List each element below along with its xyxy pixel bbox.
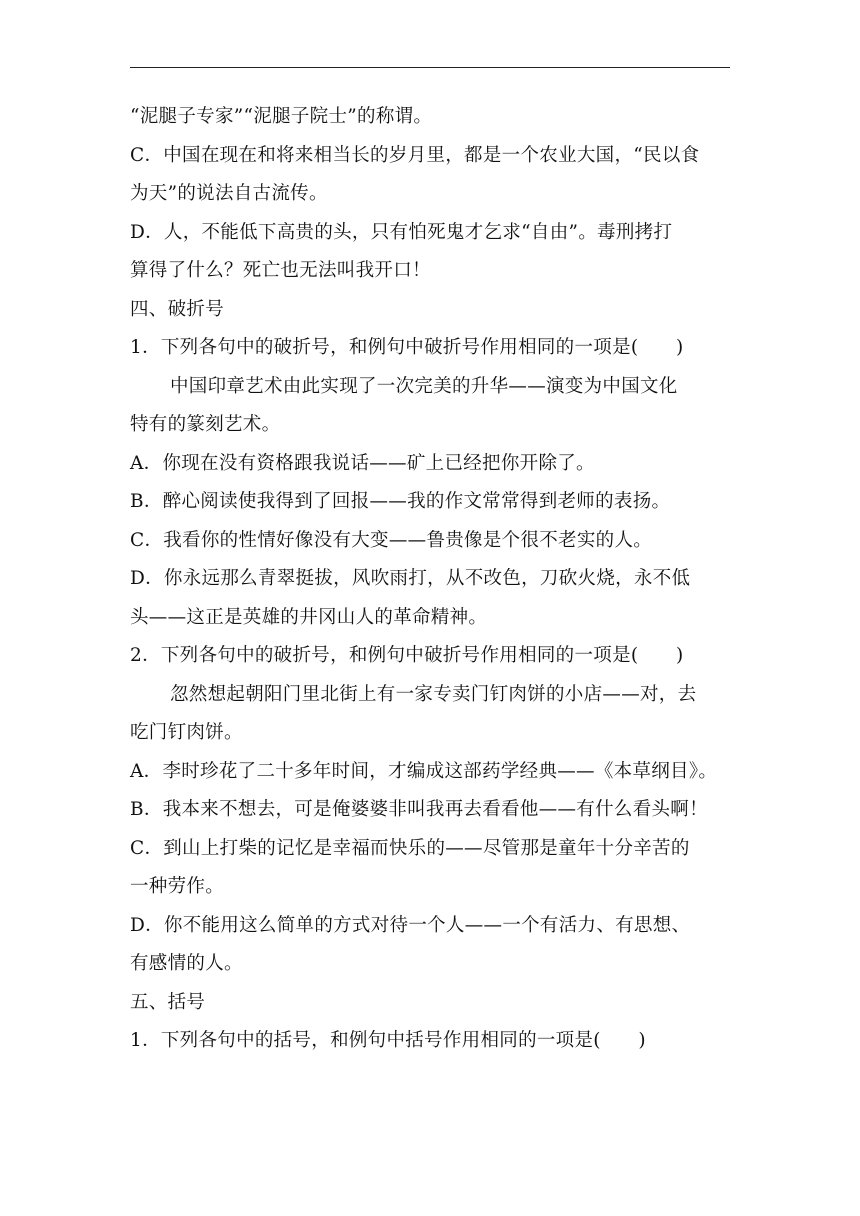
text-line: “泥腿子专家”“泥腿子院士”的称谓。 — [130, 106, 433, 127]
text-line: 有感情的人。 — [130, 953, 243, 974]
text-line: 吃门钉肉饼。 — [130, 722, 243, 743]
text-line: 为天”的说法自古流传。 — [130, 183, 328, 204]
header-rule — [130, 67, 730, 68]
text-line: 特有的篆刻艺术。 — [130, 414, 281, 435]
section-heading-dash: 四、破折号 — [130, 298, 225, 320]
question-1-stem: 1．下列各句中的括号，和例句中括号作用相同的一项是( ) — [130, 1030, 646, 1051]
text-line: 头——这正是英雄的井冈山人的革命精神。 — [130, 606, 488, 628]
option-a-line: A．李时珍花了二十多年时间，才编成这部药学经典——《本草纲目》。 — [130, 760, 718, 782]
option-d-line: D．你永远那么青翠挺拔，风吹雨打，从不改色，刀砍火烧，永不低 — [130, 568, 691, 589]
section-heading-parentheses: 五、括号 — [130, 991, 206, 1013]
option-c-line: C．到山上打柴的记忆是幸福而快乐的——尽管那是童年十分辛苦的 — [130, 837, 690, 859]
document-body — [130, 98, 730, 1061]
example-sentence: 忽然想起朝阳门里北街上有一家专卖门钉肉饼的小店——对，去 — [170, 683, 697, 705]
option-a-line: A．你现在没有资格跟我说话——矿上已经把你开除了。 — [130, 452, 595, 474]
example-sentence: 中国印章艺术由此实现了一次完美的升华——演变为中国文化 — [170, 375, 678, 397]
question-2-stem: 2．下列各句中的破折号，和例句中破折号作用相同的一项是( ) — [130, 645, 684, 666]
option-d-line: D．你不能用这么简单的方式对待一个人——一个有活力、有思想、 — [130, 914, 691, 936]
question-1-stem: 1．下列各句中的破折号，和例句中破折号作用相同的一项是( ) — [130, 337, 684, 358]
option-c-line: C．中国在现在和将来相当长的岁月里，都是一个农业大国，“民以食 — [130, 144, 700, 166]
option-b-line: B．我本来不想去，可是俺婆婆非叫我再去看看他——有什么看头啊！ — [130, 799, 708, 820]
text-line: 一种劳作。 — [130, 876, 225, 897]
option-b-line: B．醉心阅读使我得到了回报——我的作文常常得到老师的表扬。 — [130, 491, 671, 512]
option-d-line: D．人，不能低下高贵的头，只有怕死鬼才乞求“自由”。毒刑拷打 — [130, 221, 673, 243]
text-line: 算得了什么？死亡也无法叫我开口！ — [130, 260, 431, 281]
option-c-line: C．我看你的性情好像没有大变——鲁贵像是个很不老实的人。 — [130, 529, 653, 551]
